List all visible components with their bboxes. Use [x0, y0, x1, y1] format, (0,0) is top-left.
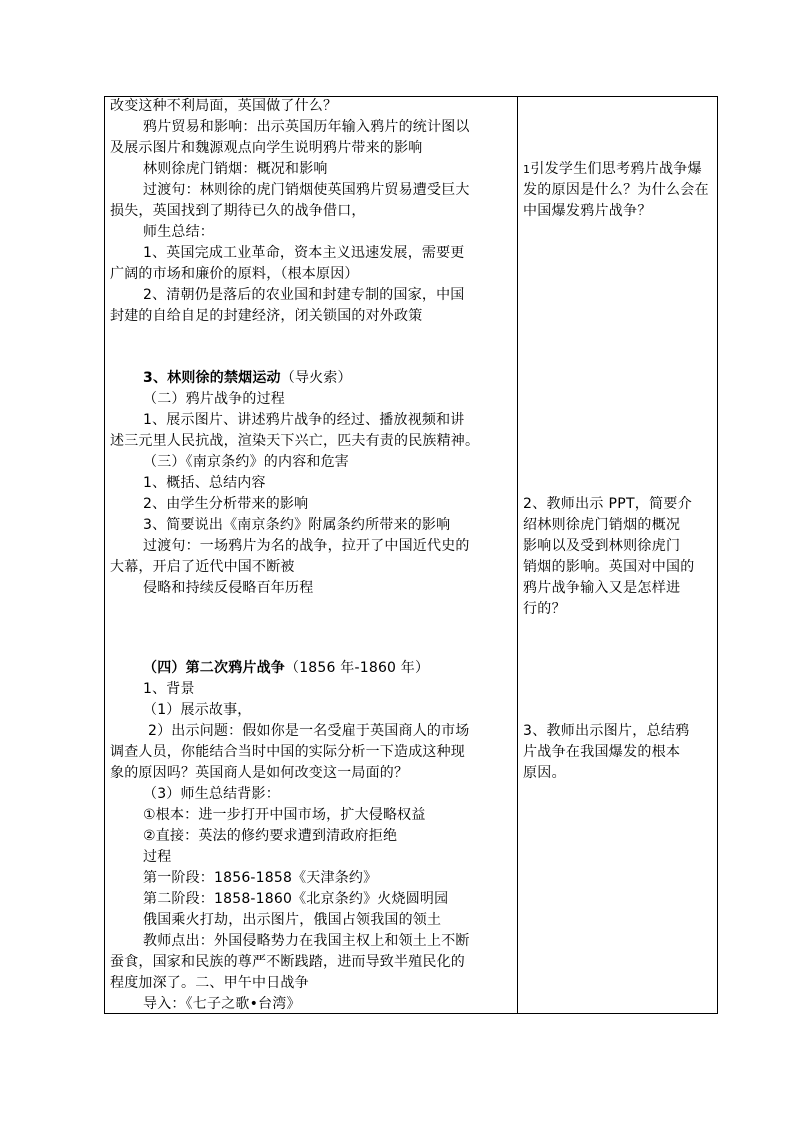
text-line: 2）出示问题：假如你是一名受雇于英国商人的市场 [148, 723, 470, 739]
section-title: （四）第二次鸦片战争 [143, 660, 285, 676]
text-line: 及展示图片和魏源观点向学生说明鸦片带来的影响 [110, 140, 423, 156]
text-line: 师生总结： [143, 224, 214, 240]
column-divider [517, 96, 518, 1014]
text-line: 林则徐虎门销烟：概况和影响 [143, 161, 328, 177]
text-line: ①根本：进一步打开中国市场，扩大侵略权益 [143, 807, 426, 823]
note-line: 影响以及受到林则徐虎门 [523, 538, 681, 554]
note-line: 绍林则徐虎门销烟的概况 [523, 517, 681, 533]
text-line: 蚕食，国家和民族的尊严不断践踏，进而导致半殖民化的 [110, 954, 465, 970]
note-text: 引发学生们思考鸦片战争爆 [530, 161, 702, 177]
section-heading: （二）鸦片战争的过程 [143, 391, 285, 407]
note-line: 销烟的影响。英国对中国的 [523, 559, 695, 575]
text-line: 调查人员，你能结合当时中国的实际分析一下造成这种现 [110, 744, 465, 760]
text-line: 程度加深了。二、甲午中日战争 [110, 975, 309, 991]
note-line: 3、教师出示图片，总结鸦 [523, 723, 690, 739]
section-title: 3、林则徐的禁烟运动 [143, 370, 281, 386]
section-heading-opium-ban [143, 368, 352, 388]
text-line: ②直接：英法的修约要求遭到清政府拒绝 [143, 828, 398, 844]
text-line: （3）师生总结背影： [143, 786, 280, 802]
text-line: 过渡句：林则徐的虎门销烟使英国鸦片贸易遭受巨大 [143, 182, 470, 198]
text-line: 1、概括、总结内容 [143, 475, 266, 491]
text-line: 侵略和持续反侵略百年历程 [143, 580, 314, 596]
section-dates: （1856 年-1860 年） [285, 660, 430, 676]
note-line: 鸦片战争输入又是怎样进 [523, 580, 681, 596]
note-line: 中国爆发鸦片战争？ [523, 203, 652, 219]
text-line: 1、展示图片、讲述鸦片战争的经过、播放视频和讲 [143, 412, 465, 428]
text-line: 导入：《七子之歌•台湾》 [143, 996, 301, 1012]
text-line: 过渡句：一场鸦片为名的战争，拉开了中国近代史的 [143, 538, 470, 554]
text-line: 1、背景 [143, 681, 195, 697]
text-line: 象的原因吗？英国商人是如何改变这一局面的？ [110, 765, 409, 781]
note-line [523, 159, 702, 179]
text-line: 第二阶段：1858-1860《北京条约》火烧圆明园 [143, 891, 449, 907]
text-line: 第一阶段：1856-1858《天津条约》 [143, 870, 378, 886]
text-line: 广阔的市场和廉价的原料，（根本原因） [110, 266, 359, 282]
text-line: 3、简要说出《南京条约》附属条约所带来的影响 [143, 517, 451, 533]
note-line: 片战争在我国爆发的根本 [523, 744, 681, 760]
text-line: 2、清朝仍是落后的农业国和封建专制的国家，中国 [143, 287, 465, 303]
text-line: 2、由学生分析带来的影响 [143, 496, 309, 512]
text-line: 鸦片贸易和影响：出示英国历年输入鸦片的统计图以 [143, 119, 470, 135]
section-heading-second-opium-war [143, 658, 429, 678]
text-line: 俄国乘火打劫，出示图片，俄国占领我国的领土 [143, 912, 442, 928]
text-line: 改变这种不利局面，英国做了什么？ [110, 98, 338, 114]
text-line: （1）展示故事， [143, 702, 252, 718]
section-note: （导火索） [280, 370, 352, 386]
text-line: 1、英国完成工业革命，资本主义迅速发展，需要更 [143, 245, 465, 261]
note-line: 原因。 [523, 765, 566, 781]
note-line: 2、教师出示 PPT，简要介 [523, 496, 692, 512]
text-line: 封建的自给自足的封建经济，闭关锁国的对外政策 [110, 308, 423, 324]
note-number: 1 [523, 163, 531, 176]
text-line: 过程 [143, 849, 172, 865]
text-line: 述三元里人民抗战，渲染天下兴亡，匹夫有责的民族精神。 [110, 433, 480, 449]
text-line: 教师点出：外国侵略势力在我国主权上和领土上不断 [143, 933, 470, 949]
section-heading: （三）《南京条约》的内容和危害 [143, 454, 349, 470]
text-line: 大幕，开启了近代中国不断被 [110, 559, 295, 575]
text-line: 损失，英国找到了期待已久的战争借口， [110, 203, 366, 219]
note-line: 发的原因是什么？为什么会在 [523, 182, 709, 198]
note-line: 行的？ [523, 601, 566, 617]
